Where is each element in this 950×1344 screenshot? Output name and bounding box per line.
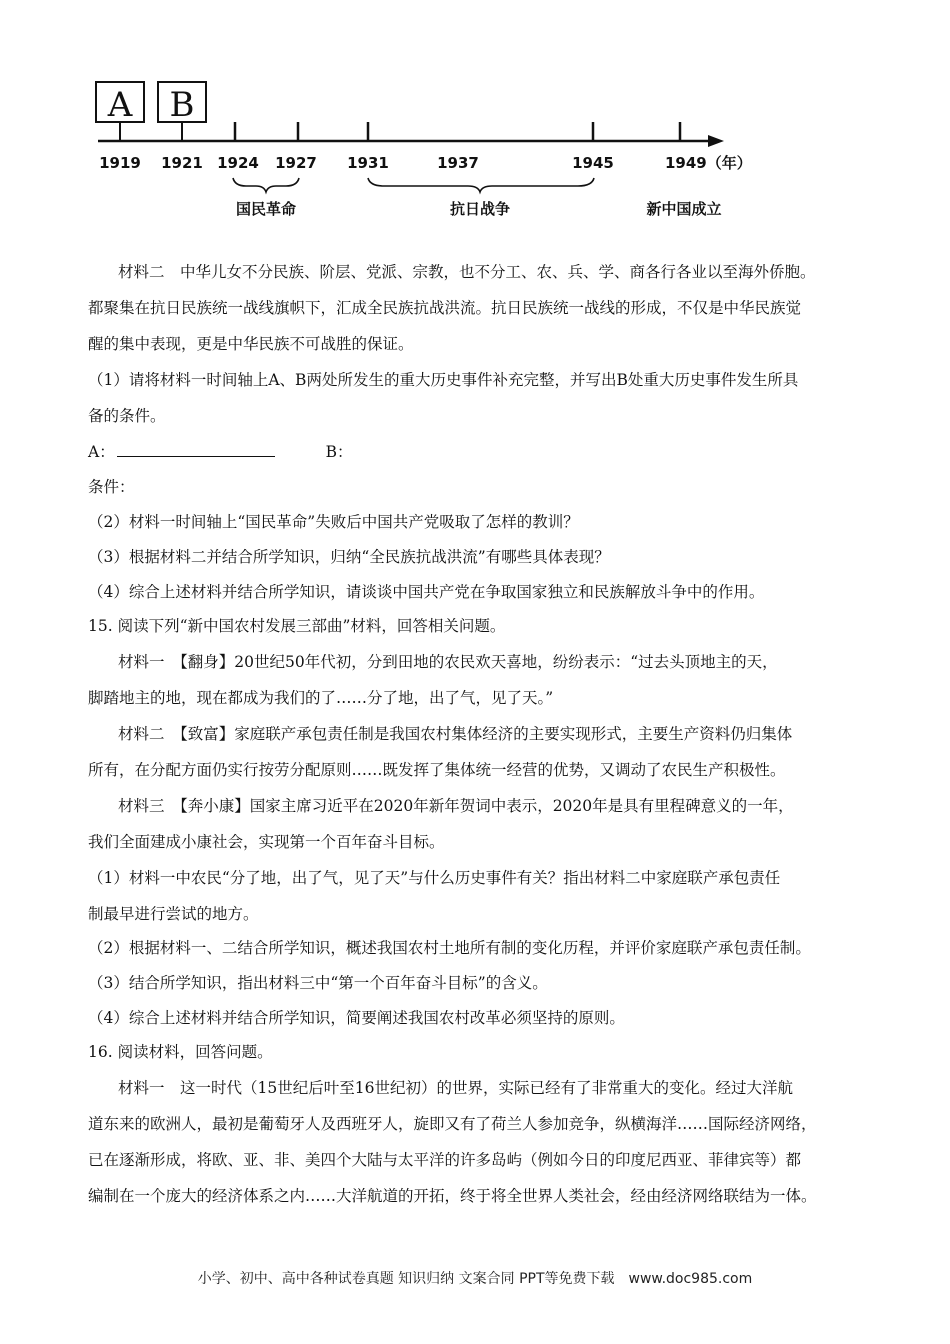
q16-material-1-line-3: 已在逐渐形成，将欧、亚、非、美四个大陆与太平洋的许多岛屿（例如今日的印度尼西亚、菲律宾等）都 <box>88 1151 802 1169</box>
timeline-year: 1919 <box>99 154 141 172</box>
q15-question-1-line-2: 制最早进行尝试的地方。 <box>88 905 259 923</box>
q15-material-1-line-2: 脚踏地主的地，现在都成为我们的了……分了地，出了气，见了天。” <box>88 689 554 707</box>
question-2: （2）材料一时间轴上“国民革命”失败后中国共产党吸取了怎样的教训？ <box>88 513 579 531</box>
question-1-line-1: （1）请将材料一时间轴上A、B两处所发生的重大历史事件补充完整，并写出B处重大历史事件发生所具 <box>88 371 799 389</box>
q15-question-2: （2）根据材料一、二结合所学知识，概述我国农村土地所有制的变化历程，并评价家庭联产承包责任制。 <box>88 939 811 957</box>
q16-material-1-line-2: 道东来的欧洲人，最初是葡萄牙人及西班牙人，旋即又有了荷兰人参加竞争，纵横海洋……国际经济网络， <box>88 1115 817 1133</box>
q16-material-1-line-1: 材料一 这一时代（15世纪后叶至16世纪初）的世界，实际已经有了非常重大的变化。经过大洋航 <box>118 1079 793 1097</box>
q15-question-3: （3）结合所学知识，指出材料三中“第一个百年奋斗目标”的含义。 <box>88 974 548 992</box>
timeline-year: 1937 <box>437 154 479 172</box>
material-2-line-3: 醒的集中表现，更是中华民族不可战胜的保证。 <box>88 335 414 353</box>
timeline-year: 1921 <box>161 154 203 172</box>
timeline-period: 国民革命 <box>235 200 297 218</box>
timeline-box-b-label: B <box>169 85 195 125</box>
answer-b-label: B： <box>325 443 353 461</box>
answer-a-blank[interactable] <box>117 442 275 457</box>
question-4: （4）综合上述材料并结合所学知识，请谈谈中国共产党在争取国家独立和民族解放斗争中的作用。 <box>88 583 765 601</box>
timeline-year: 1931 <box>347 154 389 172</box>
condition-label: 条件： <box>88 478 135 496</box>
material-2-line-1: 材料二 中华儿女不分民族、阶层、党派、宗教，也不分工、农、兵、学、商各行各业以至海外侨胞。 <box>118 263 816 281</box>
q15-question-1-line-1: （1）材料一中农民“分了地，出了气，见了天”与什么历史事件有关？指出材料二中家庭联产承包责任 <box>88 869 781 887</box>
timeline-arrow-icon <box>708 135 724 147</box>
timeline-period: 抗日战争 <box>449 200 511 218</box>
timeline-year: 1949（年） <box>665 154 752 172</box>
question-3: （3）根据材料二并结合所学知识，归纳“全民族抗战洪流”有哪些具体表现？ <box>88 548 610 566</box>
q15-material-3-line-2: 我们全面建成小康社会，实现第一个百年奋斗目标。 <box>88 833 445 851</box>
timeline-box-a-label: A <box>107 85 133 125</box>
timeline-period: 新中国成立 <box>646 200 722 218</box>
timeline-diagram <box>88 72 768 232</box>
q15-material-2-line-2: 所有，在分配方面仍实行按劳分配原则……既发挥了集体统一经营的优势，又调动了农民生产积极性。 <box>88 761 786 779</box>
timeline-year: 1927 <box>275 154 317 172</box>
q16-material-1-line-4: 编制在一个庞大的经济体系之内……大洋航道的开拓，终于将全世界人类社会，经由经济网络联结为一体。 <box>88 1187 817 1205</box>
bracket-anti-japanese-war <box>368 178 594 192</box>
material-2-line-2: 都聚集在抗日民族统一战线旗帜下，汇成全民族抗战洪流。抗日民族统一战线的形成，不仅是中华民族觉 <box>88 299 802 317</box>
bracket-national-revolution <box>233 178 299 192</box>
q15-material-2-line-1: 材料二 【致富】家庭联产承包责任制是我国农村集体经济的主要实现形式，主要生产资料仍归集体 <box>118 725 793 743</box>
answer-a-label: A： <box>88 443 115 461</box>
question-15-heading: 15. 阅读下列“新中国农村发展三部曲”材料，回答相关问题。 <box>88 617 506 635</box>
timeline-year: 1924 <box>217 154 259 172</box>
q15-material-3-line-1: 材料三 【奔小康】国家主席习近平在2020年新年贺词中表示，2020年是具有里程碑意义的一年， <box>118 797 794 815</box>
timeline-year: 1945 <box>572 154 614 172</box>
page-footer: 小学、初中、高中各种试卷真题 知识归纳 文案合同 PPT等免费下载 www.doc985.com <box>197 1271 753 1287</box>
q15-material-1-line-1: 材料一 【翻身】20世纪50年代初，分到田地的农民欢天喜地，纷纷表示：“过去头顶地主的天， <box>118 653 778 671</box>
question-16-heading: 16. 阅读材料，回答问题。 <box>88 1043 273 1061</box>
question-1-line-2: 备的条件。 <box>88 407 166 425</box>
answer-row <box>88 442 353 462</box>
q15-question-4: （4）综合上述材料并结合所学知识，简要阐述我国农村改革必须坚持的原则。 <box>88 1009 625 1027</box>
